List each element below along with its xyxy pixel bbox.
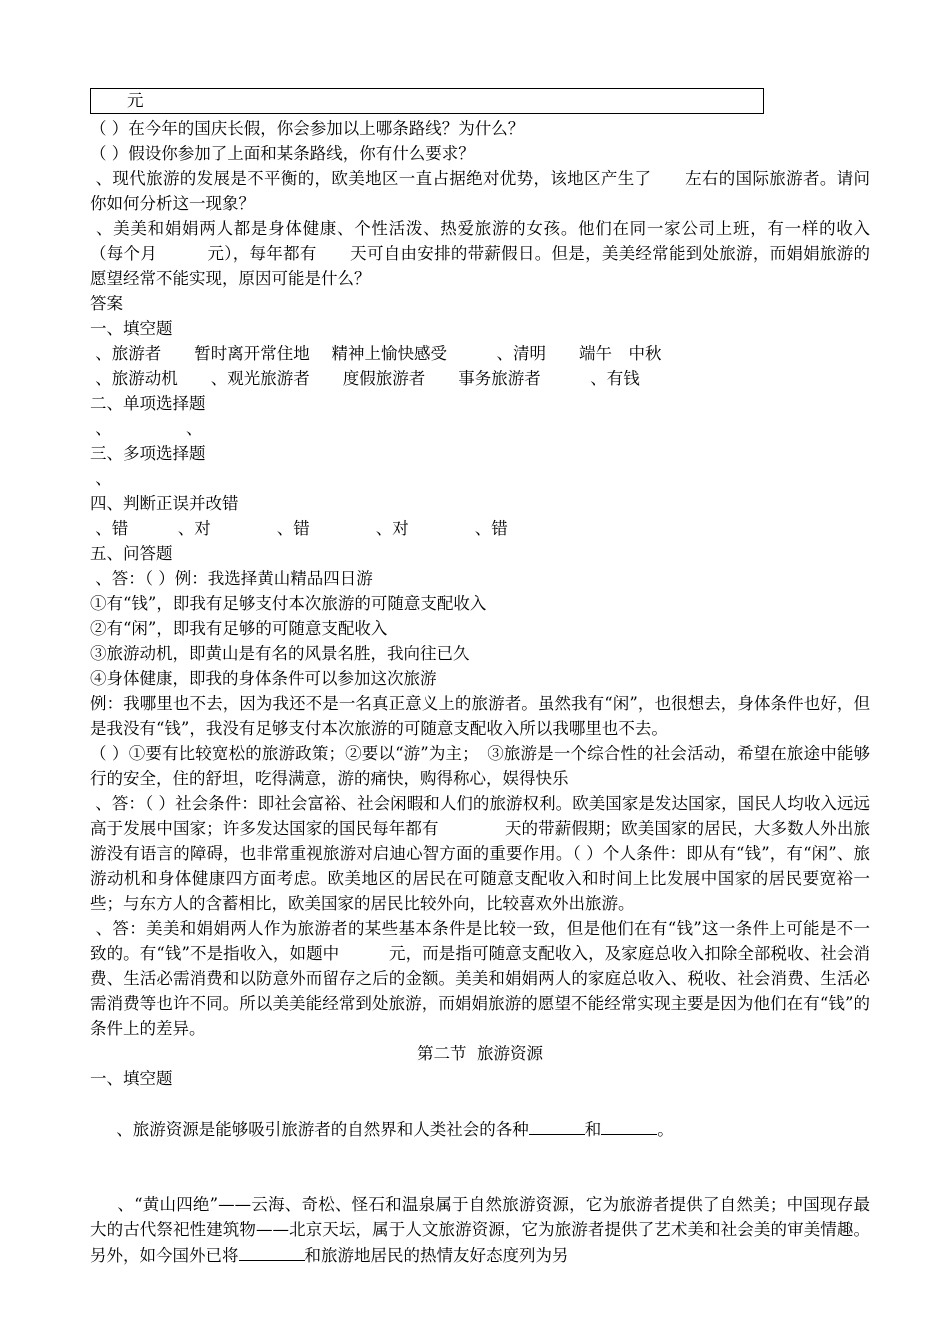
text-paragraph: 、 、: [90, 419, 203, 438]
answer-blank: [601, 1116, 657, 1135]
text-paragraph: 、美美和娟娟两人都是身体健康、个性活泼、热爱旅游的女孩。他们在同一家公司上班，有一样的收入（每个月 元），每年都有 天可自由安排的带薪假日。但是，美美经常能到处旅游，而娟娟旅游的愿望经常不能实现，原因可能是什么？: [90, 219, 871, 288]
text-paragraph: 二、单项选择题: [90, 394, 206, 413]
text-paragraph: 一、填空题: [90, 319, 173, 338]
text-paragraph: 、答：（ ）例：我选择黄山精品四日游: [90, 569, 373, 588]
text-paragraph: （ ）在今年的国庆长假，你会参加以上哪条路线？为什么？: [90, 119, 525, 138]
question-1-text: 、旅游资源是能够吸引旅游者的自然界和人类社会的各种: [110, 1120, 529, 1139]
question-1-end: 。: [657, 1120, 674, 1139]
text-paragraph: 四、判断正误并改错: [90, 494, 239, 513]
text-paragraph: 五、问答题: [90, 544, 173, 563]
question-2: [90, 1167, 870, 1293]
section-title: 第二节 旅游资源: [417, 1044, 543, 1063]
question-1: [90, 1091, 870, 1167]
text-paragraph: 答案: [90, 294, 123, 313]
answer-blank: [529, 1116, 585, 1135]
answer-blank: [239, 1242, 305, 1261]
text-paragraph: 、错 、对 、错 、对 、错: [90, 519, 508, 538]
text-paragraph: 三、多项选择题: [90, 444, 206, 463]
text-paragraph: ③旅游动机，即黄山是有名的风景名胜，我向往已久: [90, 644, 470, 663]
text-paragraph: ②有“闲”，即我有足够的可随意支配收入: [90, 619, 388, 638]
question-2-end: 和旅游地居民的热情友好态度列为另: [304, 1246, 569, 1265]
text-paragraph: 、答：（ ）社会条件：即社会富裕、社会闲暇和人们的旅游权利。欧美国家是发达国家，国民人均收入远远高于发展中国家；许多发达国家的国民每年都有 天的带薪假期；欧美国家的居民，大多数人外出旅游没有语言的障碍，也非常重视旅游对启迪心智方面的重要作用。（ ）个人条件：即从有“钱”，有“闲”、旅游动机和身体健康四方面考虑。欧美地区的居民在可随意支配收入和时间上比发展中国家的居民要宽裕一些；与东方人的含蓄相比，欧美国家的居民比较外向，比较喜欢外出旅游。: [90, 794, 870, 913]
text-paragraph: ①有“钱”，即我有足够支付本次旅游的可随意支配收入: [90, 594, 487, 613]
question-1-mid: 和: [584, 1120, 602, 1139]
text-paragraph: 、: [90, 469, 112, 488]
section-heading: 一、填空题: [90, 1069, 173, 1088]
table-bottom-row: [90, 88, 764, 114]
document-body: [90, 116, 870, 1041]
table-cell-text: 元: [127, 91, 144, 110]
text-paragraph: 、答：美美和娟娟两人作为旅游者的某些基本条件是比较一致，但是他们在有“钱”这一条件上可能是不一致的。有“钱”不是指收入，如题中 元，而是指可随意支配收入，及家庭总收入扣除全部税收、社会消费、生活必需消费和以防意外而留存之后的金额。美美和娟娟两人的家庭总收入、税收、社会消费、生活必需消费等也许不同。所以美美能经常到处旅游，而娟娟旅游的愿望不能经常实现主要是因为他们在有“钱”的条件上的差异。: [90, 919, 870, 1038]
text-paragraph: 、旅游动机 、观光旅游者 度假旅游者 事务旅游者 、有钱: [90, 369, 640, 388]
text-paragraph: 例：我哪里也不去，因为我还不是一名真正意义上的旅游者。虽然我有“闲”，也很想去，身体条件也好，但是我没有“钱”，我没有足够支付本次旅游的可随意支配收入所以我哪里也不去。: [90, 694, 870, 738]
text-paragraph: ④身体健康，即我的身体条件可以参加这次旅游: [90, 669, 437, 688]
text-paragraph: 、现代旅游的发展是不平衡的，欧美地区一直占据绝对优势，该地区产生了 左右的国际旅游者。请问你如何分析这一现象？: [90, 169, 871, 213]
text-paragraph: （ ）①要有比较宽松的旅游政策；②要以“游”为主； ③旅游是一个综合性的社会活动，希望在旅途中能够行的安全，住的舒坦，吃得满意，游的痛快，购得称心，娱得快乐: [90, 744, 870, 788]
question-2-text: 、“黄山四绝”——云海、奇松、怪石和温泉属于自然旅游资源，它为旅游者提供了自然美；中国现存最大的古代祭祀性建筑物——北京天坛，属于人文旅游资源，它为旅游者提供了艺术美和社会美的审美情趣。另外，如今国外已将: [90, 1195, 870, 1265]
document-page: [90, 88, 870, 1293]
text-paragraph: （ ）假设你参加了上面和某条路线，你有什么要求？: [90, 144, 475, 163]
text-paragraph: 、旅游者 暂时离开常住地 精神上愉快感受 、清明 端午 中秋: [90, 344, 662, 363]
